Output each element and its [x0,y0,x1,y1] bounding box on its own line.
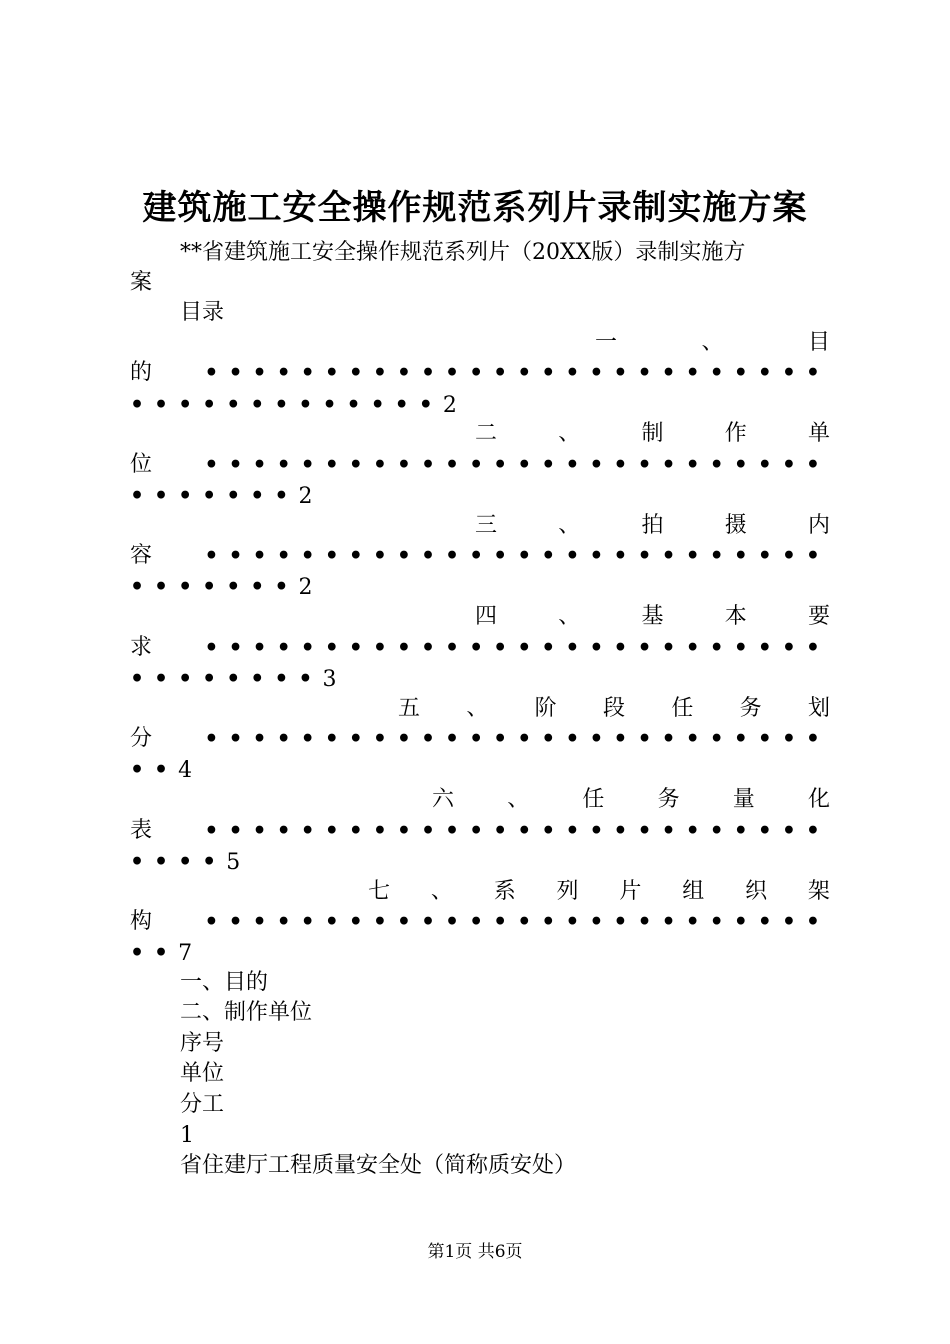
toc-char: 七 [368,879,391,904]
toc-char: 容 [130,543,153,568]
toc-char: 分 [130,726,153,751]
page-footer: 第1页 共6页 [427,1242,523,1262]
toc-char: 要 [807,604,830,629]
toc-entry-4-head [475,602,830,632]
toc-char: 、 [558,604,581,629]
toc-page-number: 2 [298,575,313,600]
toc-entry-4-tail: ••••••••3 [130,666,337,692]
toc-page-number: 3 [322,667,337,692]
toc-char: 、 [430,879,453,904]
toc-char: 任 [582,787,605,812]
toc-char: 的 [130,360,153,385]
toc-entry-6-head [432,785,830,815]
toc-char: 制 [641,421,664,446]
table-cell-number: 1 [180,1123,194,1148]
toc-char: 织 [745,879,768,904]
toc-char: 摄 [724,513,747,538]
section-heading-purpose: 一、目的 [180,970,269,995]
toc-page-number: 2 [298,484,313,509]
toc-char: 任 [671,696,694,721]
table-cell-unit: 省住建厅工程质量安全处（简称质安处） [180,1153,577,1178]
subtitle-line-1: **省建筑施工安全操作规范系列片（20XX版）录制实施方 [180,240,746,265]
toc-char: 量 [732,787,755,812]
toc-entry-2-tail: •••••••2 [130,483,313,509]
toc-char: 六 [432,787,455,812]
table-header-number: 序号 [180,1031,225,1056]
toc-char: 、 [558,421,581,446]
toc-char: 片 [619,879,642,904]
toc-char: 目 [807,330,830,355]
toc-entry-3-tail: •••••••2 [130,574,313,600]
toc-char: 化 [807,787,830,812]
toc-entry-2-head [475,419,830,449]
toc-char: 拍 [641,513,664,538]
toc-entry-1-dots: 的 •••••••••••••••••••••••••• [130,360,830,386]
toc-char: 、 [558,513,581,538]
toc-char: 、 [507,787,530,812]
toc-char: 单 [807,421,830,446]
page-title: 建筑施工安全操作规范系列片录制实施方案 [142,188,808,228]
toc-char: 阶 [534,696,557,721]
toc-char: 作 [724,421,747,446]
toc-char: 四 [475,604,498,629]
toc-char: 构 [130,909,153,934]
toc-entry-1-tail: •••••••••••••2 [130,392,457,418]
toc-entry-1-head [595,328,830,358]
toc-char: 务 [657,787,680,812]
toc-char: 本 [724,604,747,629]
subtitle-line-2: 案 [130,270,153,295]
toc-char: 、 [466,696,489,721]
toc-label: 目录 [180,300,225,325]
toc-page-number: 5 [226,850,241,875]
toc-char: 务 [739,696,762,721]
toc-entry-3-head [475,511,830,541]
toc-entry-2-dots: 位 •••••••••••••••••••••••••• [130,452,830,478]
toc-char: 组 [682,879,705,904]
toc-char: 五 [398,696,421,721]
toc-char: 系 [493,879,516,904]
table-header-unit: 单位 [180,1061,225,1086]
toc-char: 求 [130,635,153,660]
toc-char: 基 [641,604,664,629]
toc-entry-7-tail: ••7 [130,940,193,966]
toc-char: 列 [556,879,579,904]
toc-entry-4-dots: 求 •••••••••••••••••••••••••• [130,635,830,661]
section-heading-production-unit: 二、制作单位 [180,1000,313,1025]
toc-entry-5-tail: ••4 [130,757,193,783]
toc-entry-3-dots: 容 •••••••••••••••••••••••••• [130,543,830,569]
toc-entry-6-dots: 表 •••••••••••••••••••••••••• [130,818,830,844]
toc-char: 三 [475,513,498,538]
toc-entry-5-dots: 分 •••••••••••••••••••••••••• [130,726,830,752]
toc-char: 、 [701,330,724,355]
toc-char: 段 [602,696,625,721]
toc-entry-7-dots: 构 •••••••••••••••••••••••••• [130,909,830,935]
toc-entry-5-head [398,694,830,724]
toc-page-number: 7 [178,941,193,966]
toc-char: 表 [130,818,153,843]
toc-char: 划 [807,696,830,721]
toc-page-number: 4 [178,758,193,783]
toc-char: 内 [807,513,830,538]
toc-entry-7-head [368,877,830,907]
toc-char: 位 [130,452,153,477]
toc-entry-6-tail: ••••5 [130,849,241,875]
toc-char: 二 [475,421,498,446]
toc-page-number: 2 [442,393,457,418]
table-header-division: 分工 [180,1092,225,1117]
toc-char: 一 [595,330,618,355]
toc-char: 架 [807,879,830,904]
